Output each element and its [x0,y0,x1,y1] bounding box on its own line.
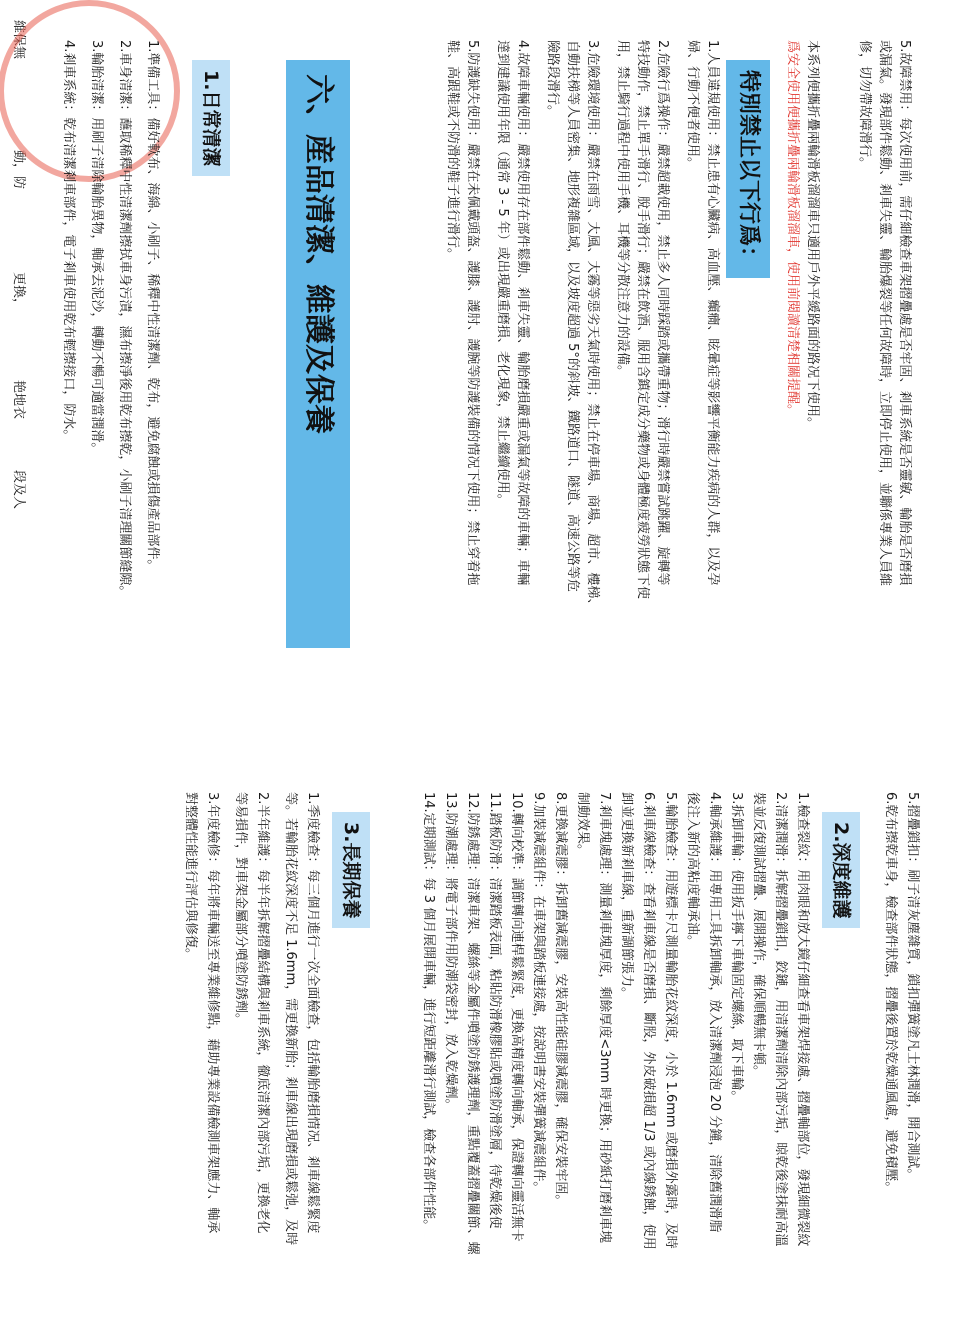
list-item: 3.年度檢修：每年將車輛送至專業維修點，藉助專業設備檢測車架應力、軸承 [205,792,220,1234]
list-item: 裝並反復測試摺疊、展開操作，確保順暢無卡頓。 [751,792,766,1079]
column-left [0,0,960,660]
intro-warning: 爲安全使用便攜折疊兩輪滑板溜溜車，使用前閱讀清楚相關提醒。 [785,40,800,418]
edge-text: 更換， [11,272,26,312]
edge-text: 段及人 [11,470,26,510]
list-item: 3.危險環境使用：嚴禁在雨雪、大風、大霧等惡劣天氣時使用；禁止在停車場、商場、超市、樓梯、 [585,40,600,612]
list-item: 卸並更換新剎車線，重新調節張力。 [619,792,634,1001]
list-item: 自動扶梯等人員密集、地形複雜區域，以及坡度超過 5°的斜坡、鐵路道口、隧道、高速公路等危 [565,40,580,592]
list-item: 險路段滑行。 [545,40,560,119]
list-item: 2.危險行爲操作：嚴禁超載使用，禁止多人同時踩踏或攜帶重物；滑行時嚴禁嘗試跳躍、旋轉等 [655,40,670,586]
list-item: 4.故障車輛使用：嚴禁使用存在部件鬆動、剎車失靈、輪胎磨損嚴重或漏氣等故障的車輛；車輛 [515,40,530,586]
list-item: 13.防潮處理：將電子部件用防潮袋密封，放入乾燥劑。 [443,792,458,1112]
list-item: 1.季度檢查：每三個月進行一次全面檢查，包括輪胎磨損情况、剎車線鬆緊度 [305,792,320,1234]
list-item: 等易損件，對車架金屬部分噴塗防銹劑。 [233,792,248,1027]
list-item: 2.車身清潔：蘸取稀釋中性清潔劑擦拭車身污漬，濕布擦淨後用乾布擦乾，小刷子清理關節縫隙。 [117,40,132,599]
intro-line: 本系列便攜折疊兩輪滑板溜溜車只適用戶外平緩路面的路况下使用。 [805,40,820,431]
list-item: 用，禁止騎行過程中使用手機、耳機等分散注意力的設備。 [615,40,630,379]
text-line: 修，切勿帶故障滑行。 [857,40,872,171]
list-item: 3.輪胎清潔：用刷子清除輪胎異物，軸承去泥沙，轉動不暢可適當潤滑。 [89,40,104,456]
list-item: 3.拆卸車輪：使用扳手擰下車輪固定螺絲，取下車輪。 [729,792,744,1104]
list-item: 後注入新的高粘度軸承油。 [685,792,700,949]
list-item: 4.軸承維護：用專用工具拆卸軸承，放入清潔劑浸泡 20 分鐘，清除舊潤滑脂 [707,792,722,1233]
list-item: 7.剎車塊處理：測量剎車塊厚度，剩餘厚度<3mm 時更換；用砂紙打磨剎車塊 [597,792,612,1244]
edge-text: 動，防 [11,150,26,190]
list-item: 1.準備工具：備好軟布、海綿、小刷子、稀釋中性清潔劑、乾布，避免腐蝕或損傷產品部件。 [145,40,160,573]
list-item: 5.輪胎檢查：用遊標卡尺測量輪胎花紋深度，小於 1.6mm 或磨損外露時，及時 [663,792,678,1249]
list-item: 12.防銹處理：清潔車架、螺絲等金屬件噴塗防銹護理劑，重點覆蓋摺疊關節、螺 [465,792,480,1255]
edge-text: 維保無 [11,20,26,60]
list-item: 2.清潔潤滑：拆解摺疊鎖扣，鉸鏈，用清潔劑清除內部污垢，晾乾後塗抹耐高溫 [773,792,788,1247]
list-item: 11.踏板防滑：清潔踏板表面，粘貼防滑橡膠貼或噴塗防滑塗層，待乾燥後使 [487,792,502,1229]
list-item: 等。若輪胎花紋深度不足 1.6mm，需更換新胎；剎車線出現磨損或鬆弛，及時 [283,792,298,1246]
section-title-prohibited: 特別禁止以下行爲： [726,60,770,278]
subsection-title-daily: 1.日常清潔 [192,60,230,176]
list-item: 10.轉向校準：調節轉向連桿鬆緊度，更換高精度轉向軸承，保證轉向靈活無卡 [509,792,524,1242]
edge-text: 艳地衣 [11,380,26,420]
text-line: 5.摺疊鎖扣：刷子清灰塵雜質，鎖扣彈簧塗凡士林潤滑，開合測試。 [905,792,920,1182]
text-line: 或漏氣。發現部件鬆動、剎車失靈、輪胎爆裂等任何故障時，立即停止使用，並聯係專業人員維 [877,40,892,587]
subsection-title-long-term: 3.長期保養 [332,812,370,928]
list-item: 對整體性能進行評估與修復。 [183,792,198,962]
chapter-title: 六、産品清潔、維護及保養 [286,60,350,648]
list-item: 14.定期測試：每 3 個月展開車輛，進行短距離滑行測試，檢查各部件性能。 [421,792,436,1233]
column-right [0,672,960,1344]
list-item: 達到建議使用年限（通常 3 - 5 年）或出現嚴重磨損、老化現象，禁止繼續使用。 [495,40,510,507]
subsection-title-deep: 2.深度維護 [822,812,860,928]
list-item: 6.剎車線檢查：查看剎車線是否磨損、斷股，外皮破損超 1/3 或內線銹蝕，使用 [641,792,656,1250]
list-item: 特技動作，禁止單手滑行、脫手滑行；嚴禁在飲酒、服用含鎮定成分藥物或身體極度疲勞狀態下使 [635,40,650,600]
list-item: 2.半年維護：每半年拆解摺疊結構與剎車系統，徹底清潔內部污垢，更換老化 [255,792,270,1234]
text-line: 6.乾布擦乾車身，檢查部件狀態，摺疊後置於乾燥通風處，避免積壓。 [883,792,898,1195]
text-line: 5.故障禁用：每次使用前，需仔細檢查車架摺疊處是否牢固、剎車系統是否靈敏、輪胎是否磨損 [897,40,912,586]
list-item: 8.更換減震膠：拆卸舊減震膠，安裝高性能硅膠減震膠，確保安裝牢固。 [553,792,568,1208]
list-item: 5.防護缺失使用：嚴禁在未佩戴頭盔、護膝、護肘、護腕等防護裝備的情况下使用；禁止穿着拖 [465,40,480,586]
list-item: 制動效果。 [575,792,590,858]
list-item: 1.檢查裂紋：用肉眼和放大鏡仔細查看車架焊接處、摺疊軸部位，發現細微裂紋 [795,792,810,1247]
list-item: 婦、行動不便者使用。 [685,40,700,171]
list-item: 鞋、高跟鞋或不防滑的鞋子進行滑行。 [445,40,460,262]
list-item: 4.剎車系統：乾布清潔剎車部件，電子剎車使用乾布輕擦接口，防水。 [61,40,76,443]
list-item: 9.加裝減震組件：在車架與踏板連接處，按說明書安裝彈簧減震組件。 [531,792,546,1195]
list-item: 1.人員違規使用：禁止患有心臟病、高血壓、癲癇、眩暈症等影響平衡能力疾病的人群，以及孕 [705,40,720,586]
